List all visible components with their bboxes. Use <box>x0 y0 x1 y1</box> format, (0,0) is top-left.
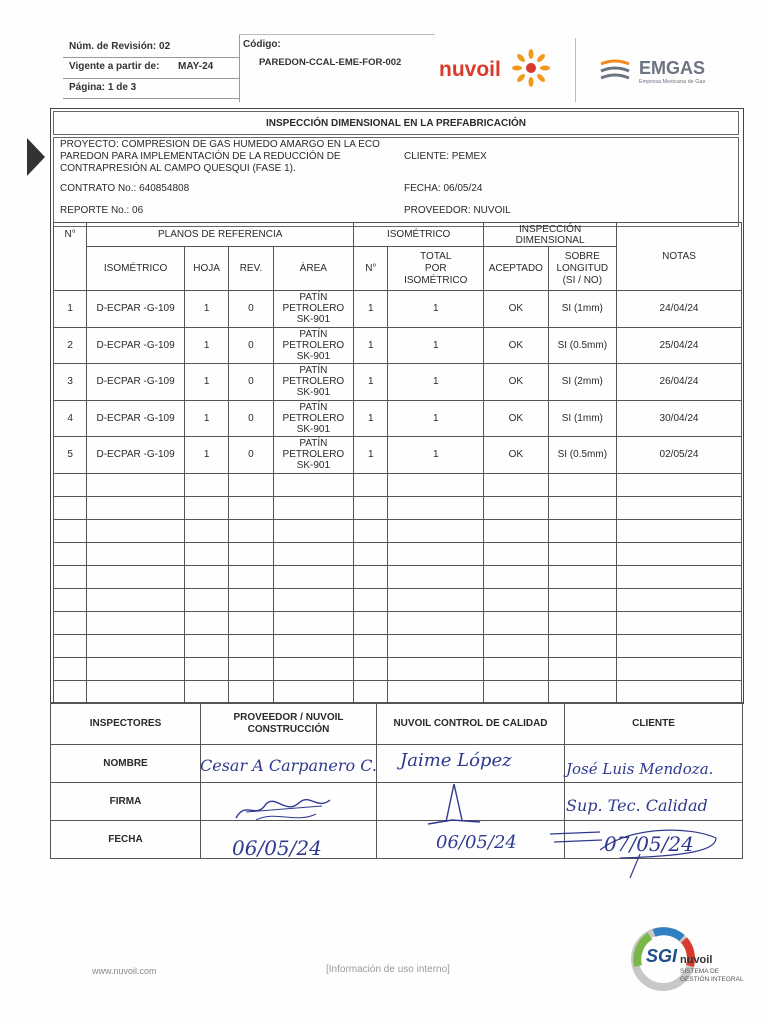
row-aceptado: OK <box>484 437 548 474</box>
empty-cell <box>354 680 388 703</box>
area-line: PETROLERO <box>282 412 345 424</box>
area-line: PATÍN <box>299 365 328 377</box>
footer-website: www.nuvoil.com <box>92 966 157 976</box>
empty-cell <box>54 519 87 542</box>
total-l1: TOTAL <box>420 250 452 262</box>
empty-cell <box>184 611 228 634</box>
empty-cell <box>354 473 388 496</box>
empty-cell <box>354 542 388 565</box>
empty-cell <box>548 565 616 588</box>
empty-cell <box>229 611 273 634</box>
row-area <box>273 400 354 437</box>
empty-cell <box>54 657 87 680</box>
empty-cell <box>484 473 548 496</box>
empty-cell <box>54 634 87 657</box>
row-notas: 02/05/24 <box>617 437 742 474</box>
empty-cell <box>617 588 742 611</box>
empty-cell <box>273 496 354 519</box>
row-sobre: SI (2mm) <box>548 364 616 401</box>
empty-cell <box>54 565 87 588</box>
empty-cell <box>484 565 548 588</box>
empty-cell <box>273 542 354 565</box>
row-num: 2 <box>54 327 87 364</box>
row-rev: 0 <box>229 437 273 474</box>
empty-cell <box>87 657 185 680</box>
document-header <box>55 28 745 106</box>
sobre-l3: (SI / NO) <box>562 274 603 286</box>
empty-cell <box>354 496 388 519</box>
empty-cell <box>184 680 228 703</box>
empty-cell <box>617 473 742 496</box>
empty-cell <box>184 542 228 565</box>
empty-row <box>54 657 742 680</box>
empty-cell <box>229 657 273 680</box>
table-group-header-row <box>54 223 742 247</box>
empty-cell <box>273 680 354 703</box>
empty-cell <box>354 519 388 542</box>
table-row <box>54 364 742 401</box>
emgas-waves-icon <box>599 58 631 86</box>
empty-row <box>54 611 742 634</box>
nuvoil-logo-text: nuvoil <box>439 58 501 81</box>
row-isometrico: D-ECPAR -G-109 <box>87 327 185 364</box>
page-label: Página: 1 de 3 <box>69 82 137 93</box>
empty-cell <box>388 519 484 542</box>
empty-cell <box>229 680 273 703</box>
empty-row <box>54 519 742 542</box>
empty-cell <box>617 611 742 634</box>
empty-cell <box>184 565 228 588</box>
col-notas-header: NOTAS <box>617 223 742 291</box>
row-isometrico: D-ECPAR -G-109 <box>87 291 185 328</box>
handwritten-name-cliente: José Luis Mendoza. <box>566 760 714 778</box>
area-line: PATÍN <box>299 438 328 450</box>
code-value: PAREDON-CCAL-EME-FOR-002 <box>259 57 402 68</box>
empty-cell <box>484 519 548 542</box>
empty-cell <box>87 496 185 519</box>
row-aceptado: OK <box>484 364 548 401</box>
row-rev: 0 <box>229 400 273 437</box>
empty-cell <box>229 634 273 657</box>
area-line: SK-901 <box>296 387 331 399</box>
area-line: PATÍN <box>299 292 328 304</box>
emgas-logo <box>599 56 739 92</box>
sgi-line1: SISTEMA DE <box>680 968 720 975</box>
empty-cell <box>54 542 87 565</box>
footer-classification: [Información de uso interno] <box>326 964 450 975</box>
revision-label: Núm. de Revisión: 02 <box>69 41 171 52</box>
supplier-field: PROVEEDOR: NUVOIL <box>404 205 511 216</box>
empty-cell <box>229 588 273 611</box>
nombre-label: NOMBRE <box>51 745 201 783</box>
empty-cell <box>184 588 228 611</box>
row-area <box>273 364 354 401</box>
signature-proveedor <box>226 790 336 830</box>
sgi-logo-text: SGI <box>646 946 678 966</box>
empty-cell <box>273 473 354 496</box>
empty-cell <box>354 565 388 588</box>
row-num2: 1 <box>354 291 388 328</box>
empty-cell <box>87 565 185 588</box>
total-l3: ISOMÉTRICO <box>404 274 468 286</box>
row-num: 5 <box>54 437 87 474</box>
col-hoja-header: HOJA <box>184 247 228 291</box>
empty-cell <box>388 496 484 519</box>
empty-cell <box>184 519 228 542</box>
empty-cell <box>548 473 616 496</box>
project-line-2: PAREDON PARA IMPLEMENTACIÓN DE LA REDUCCIÓN DE <box>60 151 341 162</box>
empty-cell <box>354 634 388 657</box>
empty-cell <box>87 611 185 634</box>
emgas-logo-text: EMGAS <box>639 58 706 78</box>
empty-cell <box>354 611 388 634</box>
firma-label: FIRMA <box>51 783 201 821</box>
nuvoil-logo <box>439 48 559 88</box>
col-sobre-header <box>548 247 616 291</box>
signature-control <box>422 780 492 830</box>
empty-cell <box>388 680 484 703</box>
empty-cell <box>229 473 273 496</box>
empty-cell <box>273 565 354 588</box>
empty-cell <box>54 680 87 703</box>
date-field: FECHA: 06/05/24 <box>404 183 483 194</box>
empty-cell <box>484 634 548 657</box>
form-title: INSPECCIÓN DIMENSIONAL EN LA PREFABRICACIÓN <box>53 111 739 135</box>
row-isometrico: D-ECPAR -G-109 <box>87 437 185 474</box>
row-num2: 1 <box>354 327 388 364</box>
empty-cell <box>54 496 87 519</box>
row-num2: 1 <box>354 400 388 437</box>
table-row <box>54 400 742 437</box>
col-num-header: N° <box>54 223 87 291</box>
table-row <box>54 327 742 364</box>
empty-cell <box>617 565 742 588</box>
empty-cell <box>184 496 228 519</box>
row-aceptado: OK <box>484 327 548 364</box>
proveedor-l2: CONSTRUCCIÓN <box>247 723 330 735</box>
empty-cell <box>184 473 228 496</box>
empty-cell <box>229 565 273 588</box>
row-num: 1 <box>54 291 87 328</box>
row-num2: 1 <box>354 364 388 401</box>
empty-cell <box>184 657 228 680</box>
report-field: REPORTE No.: 06 <box>60 205 144 216</box>
handwritten-name-control: Jaime López <box>400 750 512 771</box>
row-area <box>273 437 354 474</box>
area-line: PETROLERO <box>282 303 345 315</box>
empty-row <box>54 680 742 703</box>
empty-cell <box>388 473 484 496</box>
row-area <box>273 327 354 364</box>
area-line: PETROLERO <box>282 339 345 351</box>
empty-cell <box>484 588 548 611</box>
row-num2: 1 <box>354 437 388 474</box>
row-total: 1 <box>388 364 484 401</box>
row-aceptado: OK <box>484 400 548 437</box>
empty-cell <box>388 542 484 565</box>
group-isometrico-header: ISOMÉTRICO <box>354 223 484 247</box>
inspeccion-l1: INSPECCIÓN <box>518 223 582 235</box>
col-total-header <box>388 247 484 291</box>
empty-row <box>54 542 742 565</box>
row-rev: 0 <box>229 291 273 328</box>
table-row <box>54 291 742 328</box>
empty-cell <box>388 634 484 657</box>
empty-cell <box>354 657 388 680</box>
handwritten-date-control: 06/05/24 <box>436 832 517 853</box>
area-line: PETROLERO <box>282 376 345 388</box>
row-aceptado: OK <box>484 291 548 328</box>
row-total: 1 <box>388 400 484 437</box>
sgi-brand: nuvoil <box>680 954 713 966</box>
row-notas: 25/04/24 <box>617 327 742 364</box>
empty-cell <box>229 519 273 542</box>
empty-cell <box>354 588 388 611</box>
empty-cell <box>87 473 185 496</box>
proveedor-header <box>201 703 377 745</box>
area-line: SK-901 <box>296 460 331 472</box>
cliente-header: CLIENTE <box>565 703 743 745</box>
handwritten-date-proveedor: 06/05/24 <box>232 836 322 860</box>
total-l2: POR <box>424 262 447 274</box>
inspection-table <box>53 222 742 704</box>
empty-cell <box>273 611 354 634</box>
empty-cell <box>229 496 273 519</box>
sobre-l1: SOBRE <box>564 250 600 262</box>
emgas-subtitle: Empresa Mexicana de Gas <box>639 79 706 85</box>
handwritten-title-cliente: Sup. Tec. Calidad <box>566 796 708 815</box>
row-area <box>273 291 354 328</box>
empty-cell <box>388 588 484 611</box>
row-notas: 24/04/24 <box>617 291 742 328</box>
proveedor-l1: PROVEEDOR / NUVOIL <box>233 711 344 723</box>
empty-cell <box>87 519 185 542</box>
empty-cell <box>87 542 185 565</box>
contract-field: CONTRATO No.: 640854808 <box>60 183 190 194</box>
empty-cell <box>617 519 742 542</box>
empty-cell <box>388 657 484 680</box>
row-sobre: SI (1mm) <box>548 400 616 437</box>
row-total: 1 <box>388 437 484 474</box>
sgi-line2: GESTIÓN INTEGRAL <box>680 976 744 983</box>
project-line-3: CONTRAPRESIÓN AL CAMPO QUESQUI (FASE 1). <box>60 163 296 174</box>
row-hoja: 1 <box>184 437 228 474</box>
empty-cell <box>484 680 548 703</box>
sun-icon <box>511 48 551 88</box>
empty-cell <box>87 588 185 611</box>
inspectores-header: INSPECTORES <box>51 703 201 745</box>
col-isometrico-header: ISOMÉTRICO <box>87 247 185 291</box>
empty-cell <box>87 680 185 703</box>
area-line: SK-901 <box>296 350 331 362</box>
empty-row <box>54 588 742 611</box>
control-calidad-header: NUVOIL CONTROL DE CALIDAD <box>377 703 565 745</box>
row-num: 4 <box>54 400 87 437</box>
empty-cell <box>54 611 87 634</box>
handwritten-name-proveedor: Cesar A Carpanero C. <box>200 756 377 775</box>
group-inspeccion-header <box>484 223 617 247</box>
row-total: 1 <box>388 327 484 364</box>
empty-cell <box>548 588 616 611</box>
fecha-label: FECHA <box>51 821 201 859</box>
empty-cell <box>548 657 616 680</box>
empty-cell <box>484 657 548 680</box>
empty-cell <box>484 611 548 634</box>
row-hoja: 1 <box>184 291 228 328</box>
row-rev: 0 <box>229 327 273 364</box>
project-info <box>53 137 739 227</box>
empty-cell <box>184 634 228 657</box>
row-hoja: 1 <box>184 327 228 364</box>
signature-cliente <box>540 820 720 880</box>
empty-row <box>54 496 742 519</box>
empty-cell <box>548 680 616 703</box>
empty-cell <box>273 588 354 611</box>
table-row <box>54 437 742 474</box>
empty-cell <box>388 611 484 634</box>
row-sobre: SI (0.5mm) <box>548 437 616 474</box>
inspeccion-l2: DIMENSIONAL <box>515 234 585 246</box>
group-planos-header: PLANOS DE REFERENCIA <box>87 223 354 247</box>
row-hoja: 1 <box>184 364 228 401</box>
empty-cell <box>617 634 742 657</box>
empty-cell <box>548 519 616 542</box>
empty-cell <box>617 657 742 680</box>
area-line: PATÍN <box>299 328 328 340</box>
empty-cell <box>617 680 742 703</box>
valid-from-label: Vigente a partir de: <box>69 61 160 72</box>
area-line: PETROLERO <box>282 449 345 461</box>
empty-cell <box>484 542 548 565</box>
empty-row <box>54 634 742 657</box>
empty-row <box>54 473 742 496</box>
empty-cell <box>388 565 484 588</box>
row-sobre: SI (0.5mm) <box>548 327 616 364</box>
empty-cell <box>229 542 273 565</box>
row-total: 1 <box>388 291 484 328</box>
row-num: 3 <box>54 364 87 401</box>
empty-cell <box>87 634 185 657</box>
col-area-header: ÁREA <box>273 247 354 291</box>
valid-from-value: MAY-24 <box>178 61 214 72</box>
empty-cell <box>548 496 616 519</box>
col-rev-header: REV. <box>229 247 273 291</box>
empty-cell <box>548 611 616 634</box>
col-aceptado-header: ACEPTADO <box>484 247 548 291</box>
empty-cell <box>548 542 616 565</box>
empty-cell <box>548 634 616 657</box>
area-line: SK-901 <box>296 423 331 435</box>
project-line-1: PROYECTO: COMPRESION DE GAS HUMEDO AMARGO EN LA ECO <box>60 139 380 150</box>
area-line: SK-901 <box>296 314 331 326</box>
empty-cell <box>54 473 87 496</box>
row-hoja: 1 <box>184 400 228 437</box>
sgi-logo <box>630 926 750 992</box>
client-field: CLIENTE: PEMEX <box>404 151 487 162</box>
sobre-l2: LONGITUD <box>556 262 609 274</box>
col-num2-header: N° <box>354 247 388 291</box>
empty-cell <box>484 496 548 519</box>
area-line: PATÍN <box>299 401 328 413</box>
row-notas: 26/04/24 <box>617 364 742 401</box>
empty-cell <box>273 519 354 542</box>
row-isometrico: D-ECPAR -G-109 <box>87 400 185 437</box>
empty-cell <box>273 634 354 657</box>
empty-cell <box>617 542 742 565</box>
empty-cell <box>54 588 87 611</box>
empty-cell <box>617 496 742 519</box>
row-isometrico: D-ECPAR -G-109 <box>87 364 185 401</box>
row-sobre: SI (1mm) <box>548 291 616 328</box>
empty-cell <box>273 657 354 680</box>
row-notas: 30/04/24 <box>617 400 742 437</box>
handwritten-date-cliente: 07/05/24 <box>604 832 694 856</box>
code-label: Código: <box>243 39 281 50</box>
binder-mark <box>27 138 45 176</box>
inspection-form <box>50 108 744 704</box>
empty-row <box>54 565 742 588</box>
row-rev: 0 <box>229 364 273 401</box>
